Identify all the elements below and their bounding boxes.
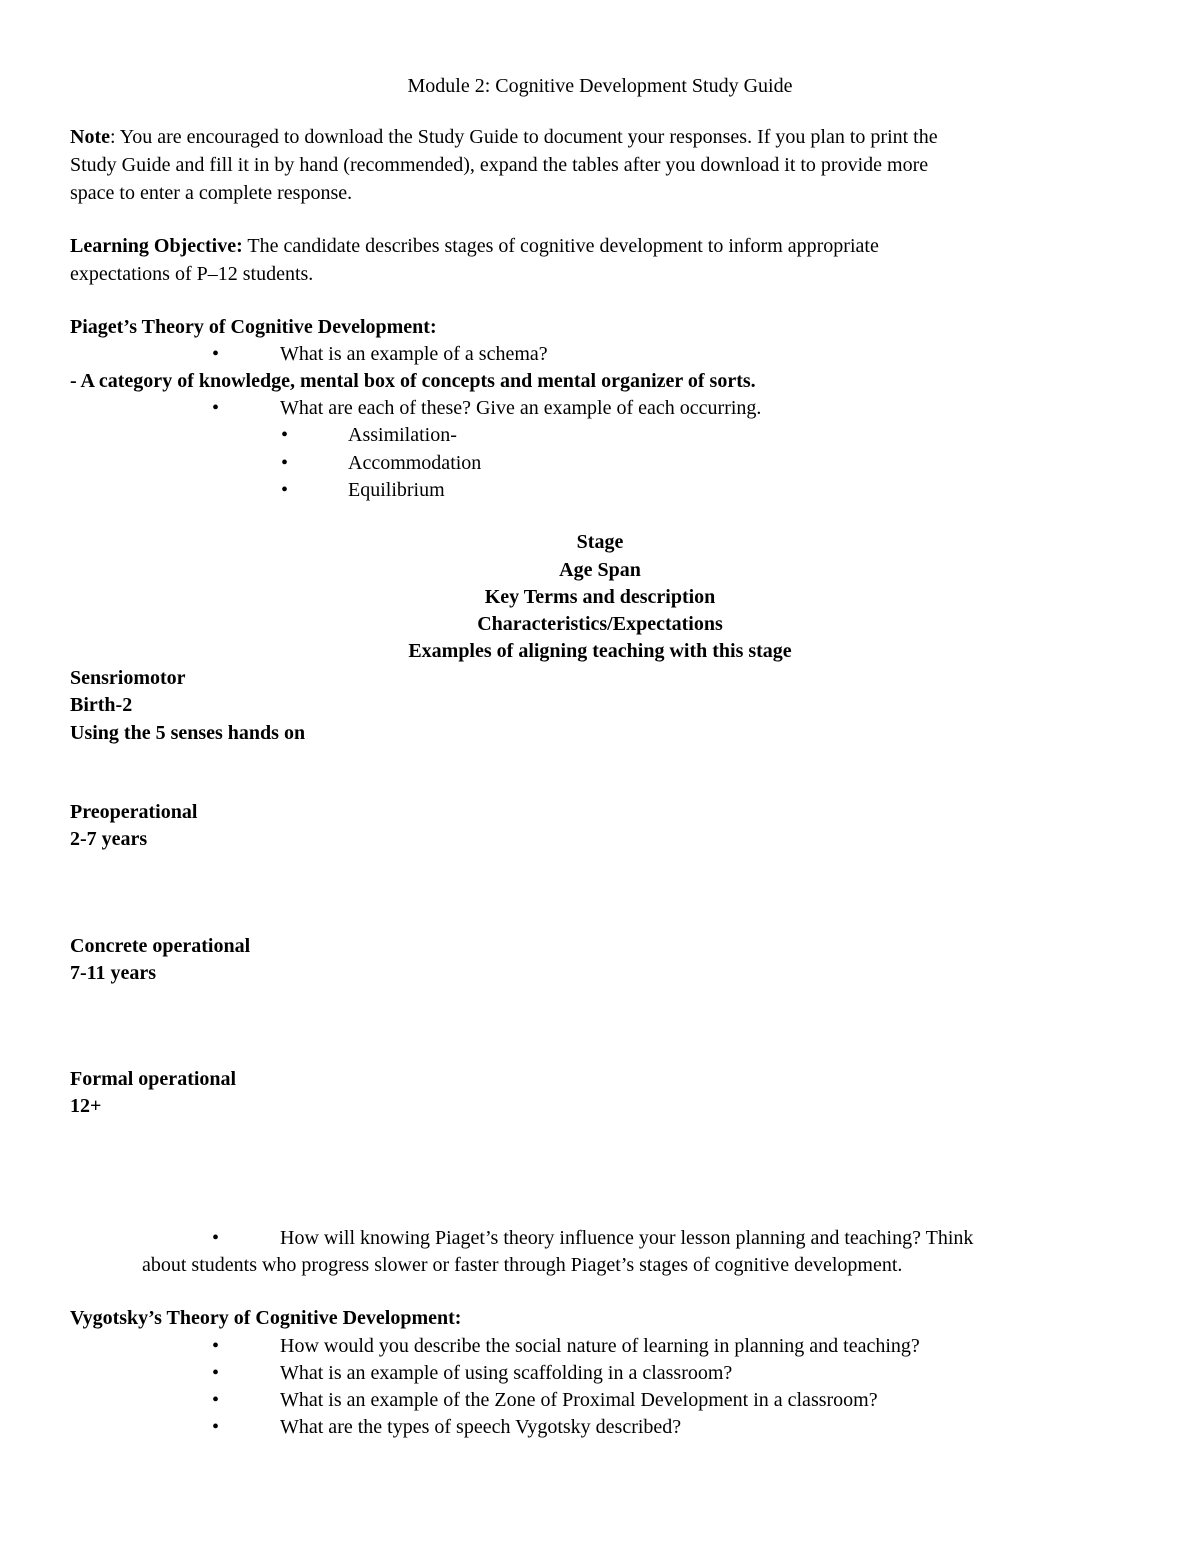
header-key-terms: Key Terms and description	[484, 586, 716, 608]
note-line-3: space to enter a complete response.	[70, 182, 353, 204]
note-label: Note	[70, 126, 110, 148]
vygotsky-question-scaffolding: What is an example of using scaffolding in a classroom?	[280, 1362, 733, 1384]
vygotsky-question-speech: What are the types of speech Vygotsky described?	[280, 1416, 682, 1438]
header-age-span: Age Span	[559, 559, 641, 581]
bullet-icon: •	[212, 1227, 220, 1249]
reflection-line-1: How will knowing Piaget’s theory influence your lesson planning and teaching? Think	[280, 1227, 974, 1249]
stage-concrete-age: 7-11 years	[70, 962, 157, 984]
stage-sensorimotor-age: Birth-2	[70, 694, 133, 716]
bullet-icon: •	[212, 1335, 220, 1357]
header-examples: Examples of aligning teaching with this stage	[408, 640, 792, 662]
note-text-1: : You are encouraged to download the Study Guide to document your responses. If you plan to print the	[109, 126, 938, 148]
bullet-icon: •	[281, 452, 289, 474]
reflection-line-2: about students who progress slower or faster through Piaget’s stages of cognitive development.	[142, 1254, 903, 1276]
vygotsky-question-social: How would you describe the social nature of learning in planning and teaching?	[280, 1335, 920, 1357]
objective-text-1: The candidate describes stages of cognitive development to inform appropriate	[242, 235, 879, 257]
piaget-heading: Piaget’s Theory of Cognitive Development:	[70, 316, 437, 338]
piaget-question-terms: What are each of these? Give an example of each occurring.	[280, 397, 762, 419]
piaget-question-schema: What is an example of a schema?	[280, 343, 548, 365]
stage-concrete-name: Concrete operational	[70, 935, 251, 957]
note-line-1	[70, 124, 938, 151]
schema-answer: - A category of knowledge, mental box of concepts and mental organizer of sorts.	[70, 370, 756, 392]
vygotsky-heading: Vygotsky’s Theory of Cognitive Development:	[70, 1307, 462, 1329]
stage-sensorimotor-note: Using the 5 senses hands on	[70, 722, 306, 744]
term-assimilation: Assimilation-	[348, 424, 457, 446]
header-stage: Stage	[576, 531, 624, 553]
note-line-2: Study Guide and fill it in by hand (recommended), expand the tables after you download it to provide more	[70, 154, 929, 176]
bullet-icon: •	[281, 424, 289, 446]
header-characteristics: Characteristics/Expectations	[477, 613, 723, 635]
stage-preoperational-name: Preoperational	[70, 801, 198, 823]
term-accommodation: Accommodation	[348, 452, 482, 474]
objective-line-1	[70, 233, 879, 260]
stage-formal-age: 12+	[70, 1095, 102, 1117]
stage-preoperational-age: 2-7 years	[70, 828, 148, 850]
term-equilibrium: Equilibrium	[348, 479, 445, 501]
page-title: Module 2: Cognitive Development Study Guide	[407, 75, 793, 97]
bullet-icon: •	[212, 1362, 220, 1384]
bullet-icon: •	[212, 1416, 220, 1438]
objective-label: Learning Objective:	[70, 235, 243, 257]
vygotsky-question-zpd: What is an example of the Zone of Proximal Development in a classroom?	[280, 1389, 878, 1411]
stage-sensorimotor-name: Sensriomotor	[70, 667, 186, 689]
bullet-icon: •	[281, 479, 289, 501]
bullet-icon: •	[212, 397, 220, 419]
stage-formal-name: Formal operational	[70, 1068, 237, 1090]
bullet-icon: •	[212, 343, 220, 365]
objective-line-2: expectations of P–12 students.	[70, 263, 314, 285]
bullet-icon: •	[212, 1389, 220, 1411]
